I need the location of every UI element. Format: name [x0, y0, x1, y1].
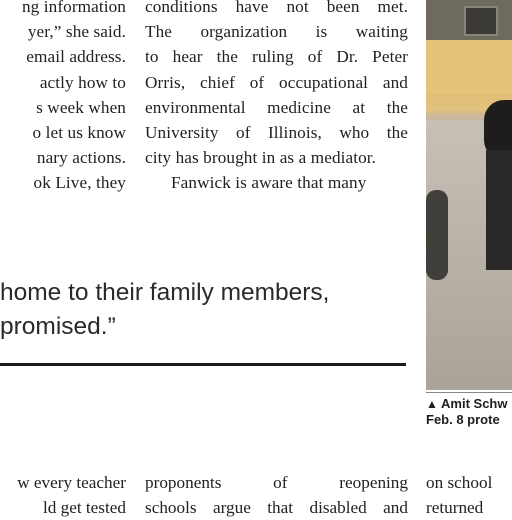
text-line: The organization is waiting — [145, 22, 408, 42]
text-line: proponents of reopening — [145, 473, 408, 492]
text-line: schools argue that disabled and — [145, 498, 408, 518]
text-line: University of Illinois, who the — [145, 123, 408, 143]
text-line: nary actions. — [36, 148, 126, 168]
text-line: email address. — [26, 47, 126, 67]
text-line: o let us know — [32, 123, 126, 143]
photo-person-legs — [486, 150, 512, 270]
text-line: actly how to — [39, 72, 126, 92]
text-line: environmental medicine at the — [145, 97, 408, 117]
text-line: ng information — [21, 0, 126, 16]
article-column-left — [0, 0, 126, 196]
photo-shadow — [426, 190, 448, 280]
pull-quote — [0, 276, 410, 344]
caption-line: Amit Schw — [441, 396, 508, 411]
text-line: s week when — [36, 97, 126, 117]
text-line: Orris, chief of occupational and — [145, 72, 408, 92]
text-line: returned — [426, 498, 484, 518]
news-photo — [426, 0, 512, 390]
photo-caption — [426, 396, 512, 427]
article-column-middle — [145, 0, 408, 196]
text-line: w every teacher — [17, 473, 126, 492]
pull-quote-line: promised.” — [0, 313, 116, 340]
caption-line: Feb. 8 prote — [426, 412, 500, 427]
text-line: on school — [426, 473, 493, 492]
photo-window — [464, 6, 498, 36]
pull-quote-line: home to their family members, — [0, 279, 330, 306]
article-column-left-bottom — [0, 470, 126, 520]
article-column-right-bottom — [426, 470, 512, 520]
text-line: conditions have not been met. — [145, 0, 408, 16]
article-column-middle-bottom — [145, 470, 408, 520]
caption-rule — [426, 392, 512, 393]
photo-wall-yellow — [426, 40, 512, 94]
text-line: ok Live, they — [33, 173, 126, 193]
caption-triangle-icon: ▲ — [426, 397, 438, 411]
text-line: city has brought in as a mediator. — [145, 148, 377, 168]
text-line: to hear the ruling of Dr. Peter — [145, 47, 408, 67]
text-line: ld get tested — [42, 498, 126, 518]
text-line: Fanwick is aware that many — [171, 173, 367, 193]
pull-quote-rule — [0, 363, 406, 366]
text-line: yer,” she said. — [27, 22, 126, 42]
